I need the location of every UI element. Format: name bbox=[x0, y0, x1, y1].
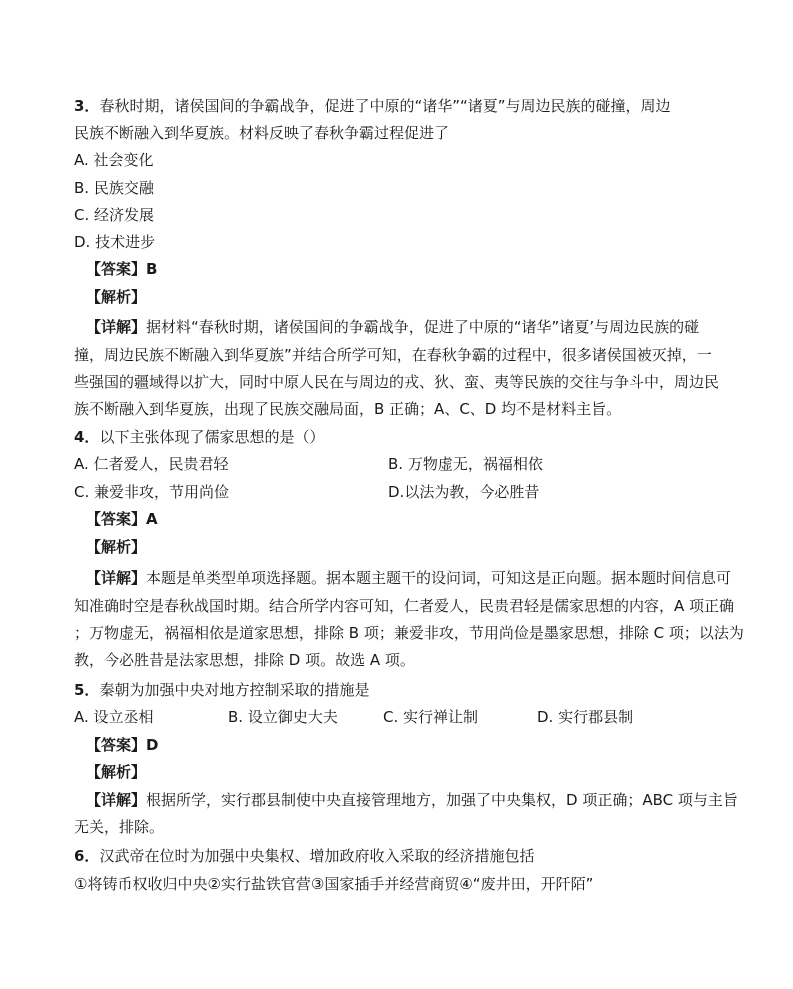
q5-analysis-label: 【解析】 bbox=[86, 763, 147, 781]
q4-option-a: A. 仁者爱人，民贵君轻 bbox=[74, 455, 229, 473]
q6-number: 6． bbox=[74, 847, 100, 865]
q3-stem-line2: 民族不断融入到华夏族。材料反映了春秋争霸过程促进了 bbox=[74, 124, 450, 142]
q3-option-a: A. 社会变化 bbox=[74, 151, 154, 169]
q4-option-d: D.以法为教，今必胜昔 bbox=[388, 483, 540, 501]
q4-detail-line4: 教，今必胜昔是法家思想，排除 D 项。故选 A 项。 bbox=[74, 651, 415, 669]
q5-answer: 【答案】D bbox=[86, 736, 159, 754]
q3-answer: 【答案】B bbox=[86, 260, 158, 278]
q6-stem: 6．汉武帝在位时为加强中央集权、增加政府收入采取的经济措施包括 bbox=[74, 847, 535, 865]
q3-option-c: C. 经济发展 bbox=[74, 206, 155, 224]
q3-detail-line1: 【详解】据材料“春秋时期，诸侯国间的争霸战争，促进了中原的“诸华”诸夏’与周边民族的碰 bbox=[86, 318, 700, 336]
q4-detail-line3: ；万物虚无，祸福相依是道家思想，排除 B 项；兼爱非攻，节用尚俭是墨家思想，排除 C 项；以法为 bbox=[74, 624, 744, 642]
q4-detail-line1: 【详解】本题是单类型单项选择题。据本题主题干的设问词，可知这是正向题。据本题时间信息可 bbox=[86, 569, 732, 587]
q3-number: 3． bbox=[74, 97, 100, 115]
q5-option-a: A. 设立丞相 bbox=[74, 708, 154, 726]
q5-detail-line2: 无关，排除。 bbox=[74, 818, 165, 836]
q4-options-row1 bbox=[74, 454, 793, 474]
q3-analysis-label: 【解析】 bbox=[86, 288, 147, 306]
q3-detail-line3: 些强国的疆域得以扩大，同时中原人民在与周边的戎、狄、蛮、夷等民族的交往与争斗中，周边民 bbox=[74, 373, 720, 391]
q3-stem-line1: 3．春秋时期，诸侯国间的争霸战争，促进了中原的“诸华”“诸夏”与周边民族的碰撞，周边 bbox=[74, 97, 671, 115]
q4-number: 4． bbox=[74, 428, 100, 446]
q5-detail-line1: 【详解】根据所学，实行郡县制使中央直接管理地方，加强了中央集权，D 项正确；ABC 项与主旨 bbox=[86, 791, 738, 809]
q4-options-row2 bbox=[74, 482, 793, 502]
q4-detail-line2: 知准确时空是春秋战国时期。结合所学内容可知，仁者爱人，民贵君轻是儒家思想的内容，A 项正确 bbox=[74, 597, 735, 615]
q5-number: 5． bbox=[74, 681, 100, 699]
q3-detail-line2: 撞，周边民族不断融入到华夏族”并结合所学可知，在春秋争霸的过程中，很多诸侯国被灭掉，一 bbox=[74, 346, 712, 364]
q5-stem: 5．秦朝为加强中央对地方控制采取的措施是 bbox=[74, 681, 370, 699]
q6-items: ①将铸币权收归中央②实行盐铁官营③国家插手并经营商贸④“废井田，开阡陌” bbox=[74, 875, 594, 893]
q3-detail-line4: 族不断融入到华夏族，出现了民族交融局面，B 正确；A、C、D 均不是材料主旨。 bbox=[74, 400, 622, 418]
q4-answer: 【答案】A bbox=[86, 510, 158, 528]
q5-option-c: C. 实行禅让制 bbox=[383, 708, 479, 726]
q5-option-b: B. 设立御史大夫 bbox=[228, 708, 338, 726]
q5-option-d: D. 实行郡县制 bbox=[537, 708, 634, 726]
q4-analysis-label: 【解析】 bbox=[86, 538, 147, 556]
q4-option-b: B. 万物虚无，祸福相依 bbox=[388, 455, 543, 473]
q5-options-row bbox=[74, 707, 793, 727]
q4-option-c: C. 兼爱非攻，节用尚俭 bbox=[74, 483, 230, 501]
q4-stem: 4．以下主张体现了儒家思想的是（） bbox=[74, 428, 325, 446]
q3-option-d: D. 技术进步 bbox=[74, 233, 156, 251]
q3-option-b: B. 民族交融 bbox=[74, 179, 154, 197]
